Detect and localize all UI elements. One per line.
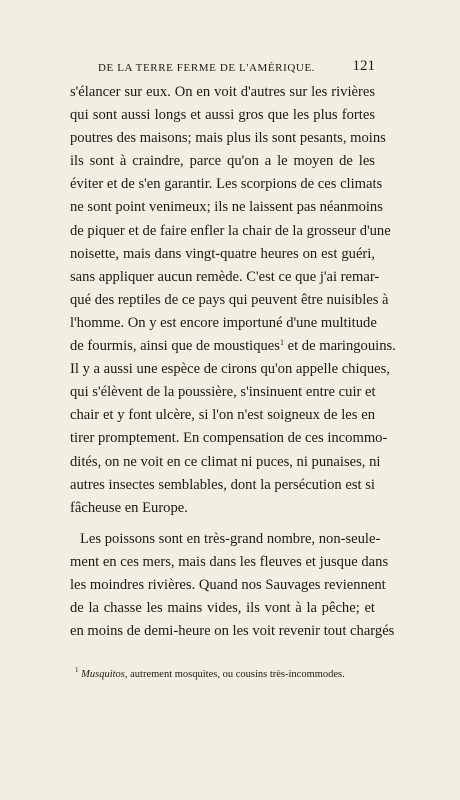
text-line: en moins de demi-heure on les voit revenir tout chargés xyxy=(70,623,395,640)
line-text: et de maringouins. xyxy=(283,338,396,355)
text-line: tirer promptement. En compensation de ces incommo- xyxy=(70,430,388,447)
text-line: poutres des maisons; mais plus ils sont pesants, moins xyxy=(70,130,386,147)
footnote-text: , autrement mosquites, ou cousins très-incommodes. xyxy=(124,669,345,680)
running-title: DE LA TERRE FERME DE L'AMÉRIQUE. xyxy=(98,62,316,74)
footnote xyxy=(75,666,375,680)
text-line: autres insectes semblables, dont la persécution est si xyxy=(70,476,375,493)
text-line: ment en ces mers, mais dans les fleuves et jusque dans xyxy=(70,553,389,570)
page-number: 121 xyxy=(352,58,375,74)
text-line: noisette, mais dans vingt-quatre heures on est guéri, xyxy=(70,245,375,262)
text-line: de la chasse les mains vides, ils vont à la pêche; et xyxy=(70,600,375,617)
text-line: chair et y font ulcère, si l'on n'est soigneux de les en xyxy=(70,407,375,424)
text-line: Il y a aussi une espèce de cirons qu'on appelle chiques, xyxy=(70,361,390,378)
text-line-with-note xyxy=(70,335,396,358)
text-line: sans appliquer aucun remède. C'est ce que j'ai remar- xyxy=(70,268,380,285)
text-line: qui s'élèvent de la poussière, s'insinuent entre cuir et xyxy=(70,384,376,401)
paragraph-first-line: Les poissons sont en très-grand nombre, non-seule- xyxy=(80,530,381,547)
text-line: s'élancer sur eux. On en voit d'autres sur les rivières xyxy=(70,84,375,100)
text-line: ne sont point venimeux; ils ne laissent pas néanmoins xyxy=(70,199,383,216)
paragraph-gap xyxy=(70,520,375,528)
footnote-marker: 1 xyxy=(75,666,79,674)
paragraph-end-line: fâcheuse en Europe. xyxy=(70,499,188,516)
line-text: de fourmis, ainsi que de moustiques xyxy=(70,338,280,355)
text-line: éviter et de s'en garantir. Les scorpions de ces climats xyxy=(70,176,383,193)
footnote-term: Musquitos xyxy=(81,669,125,680)
text-line: dités, on ne voit en ce climat ni puces, ni punaises, ni xyxy=(70,453,381,470)
footnote-reference: 1 xyxy=(279,338,284,348)
text-line: qui sont aussi longs et aussi gros que les plus fortes xyxy=(70,107,375,124)
text-line: les moindres rivières. Quand nos Sauvages reviennent xyxy=(70,576,386,593)
text-line: l'homme. On y est encore importuné d'une multitude xyxy=(70,314,377,331)
body-text xyxy=(70,81,396,643)
running-head xyxy=(70,58,375,78)
text-line: qué des reptiles de ce pays qui peuvent être nuisibles à xyxy=(70,291,389,308)
text-line: ils sont à craindre, parce qu'on a le moyen de les xyxy=(70,153,375,170)
text-line: de piquer et de faire enfler la chair de la grosseur d'une xyxy=(70,222,391,239)
